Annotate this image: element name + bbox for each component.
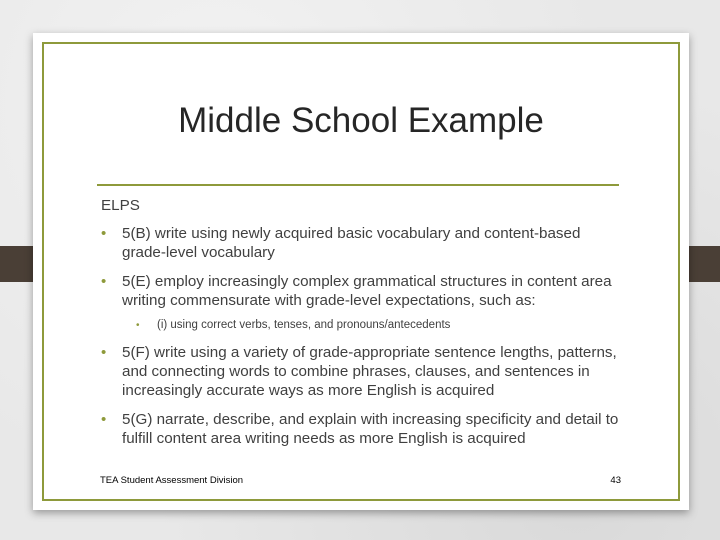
bullet-dot-icon: • <box>101 411 107 428</box>
sub-bullet-item <box>101 318 626 333</box>
bullet-item <box>101 272 626 310</box>
bullet-text: 5(E) employ increasingly complex grammatical structures in content area writing commensurate with grade-level expectations, such as: <box>122 273 612 309</box>
bullet-text: 5(F) write using a variety of grade-appropriate sentence lengths, patterns, and connecting words to combine phrases, clauses, and sentences in increasingly accurate ways as more English is acquired <box>122 344 617 399</box>
bullet-dot-icon: • <box>101 273 107 290</box>
bullet-text: 5(G) narrate, describe, and explain with increasing specificity and detail to fulfill content area writing needs as more English is acquired <box>122 411 619 447</box>
section-heading: ELPS <box>101 197 140 214</box>
sub-bullet-dot-icon: • <box>136 320 140 331</box>
footer-text: TEA Student Assessment Division <box>100 475 244 486</box>
bullet-item <box>101 343 626 400</box>
page-number: 43 <box>610 475 621 486</box>
bullet-dot-icon: • <box>101 344 107 361</box>
bullet-dot-icon: • <box>101 225 107 242</box>
title-divider <box>97 184 619 186</box>
bullet-item <box>101 224 626 262</box>
sub-bullet-text: (i) using correct verbs, tenses, and pronouns/antecedents <box>157 319 451 331</box>
slide-content <box>101 196 626 458</box>
slide-title: Middle School Example <box>178 101 544 140</box>
slide-card <box>33 33 689 510</box>
bullet-text: 5(B) write using newly acquired basic vocabulary and content-based grade-level vocabulary <box>122 225 581 261</box>
bullet-item <box>101 410 626 448</box>
